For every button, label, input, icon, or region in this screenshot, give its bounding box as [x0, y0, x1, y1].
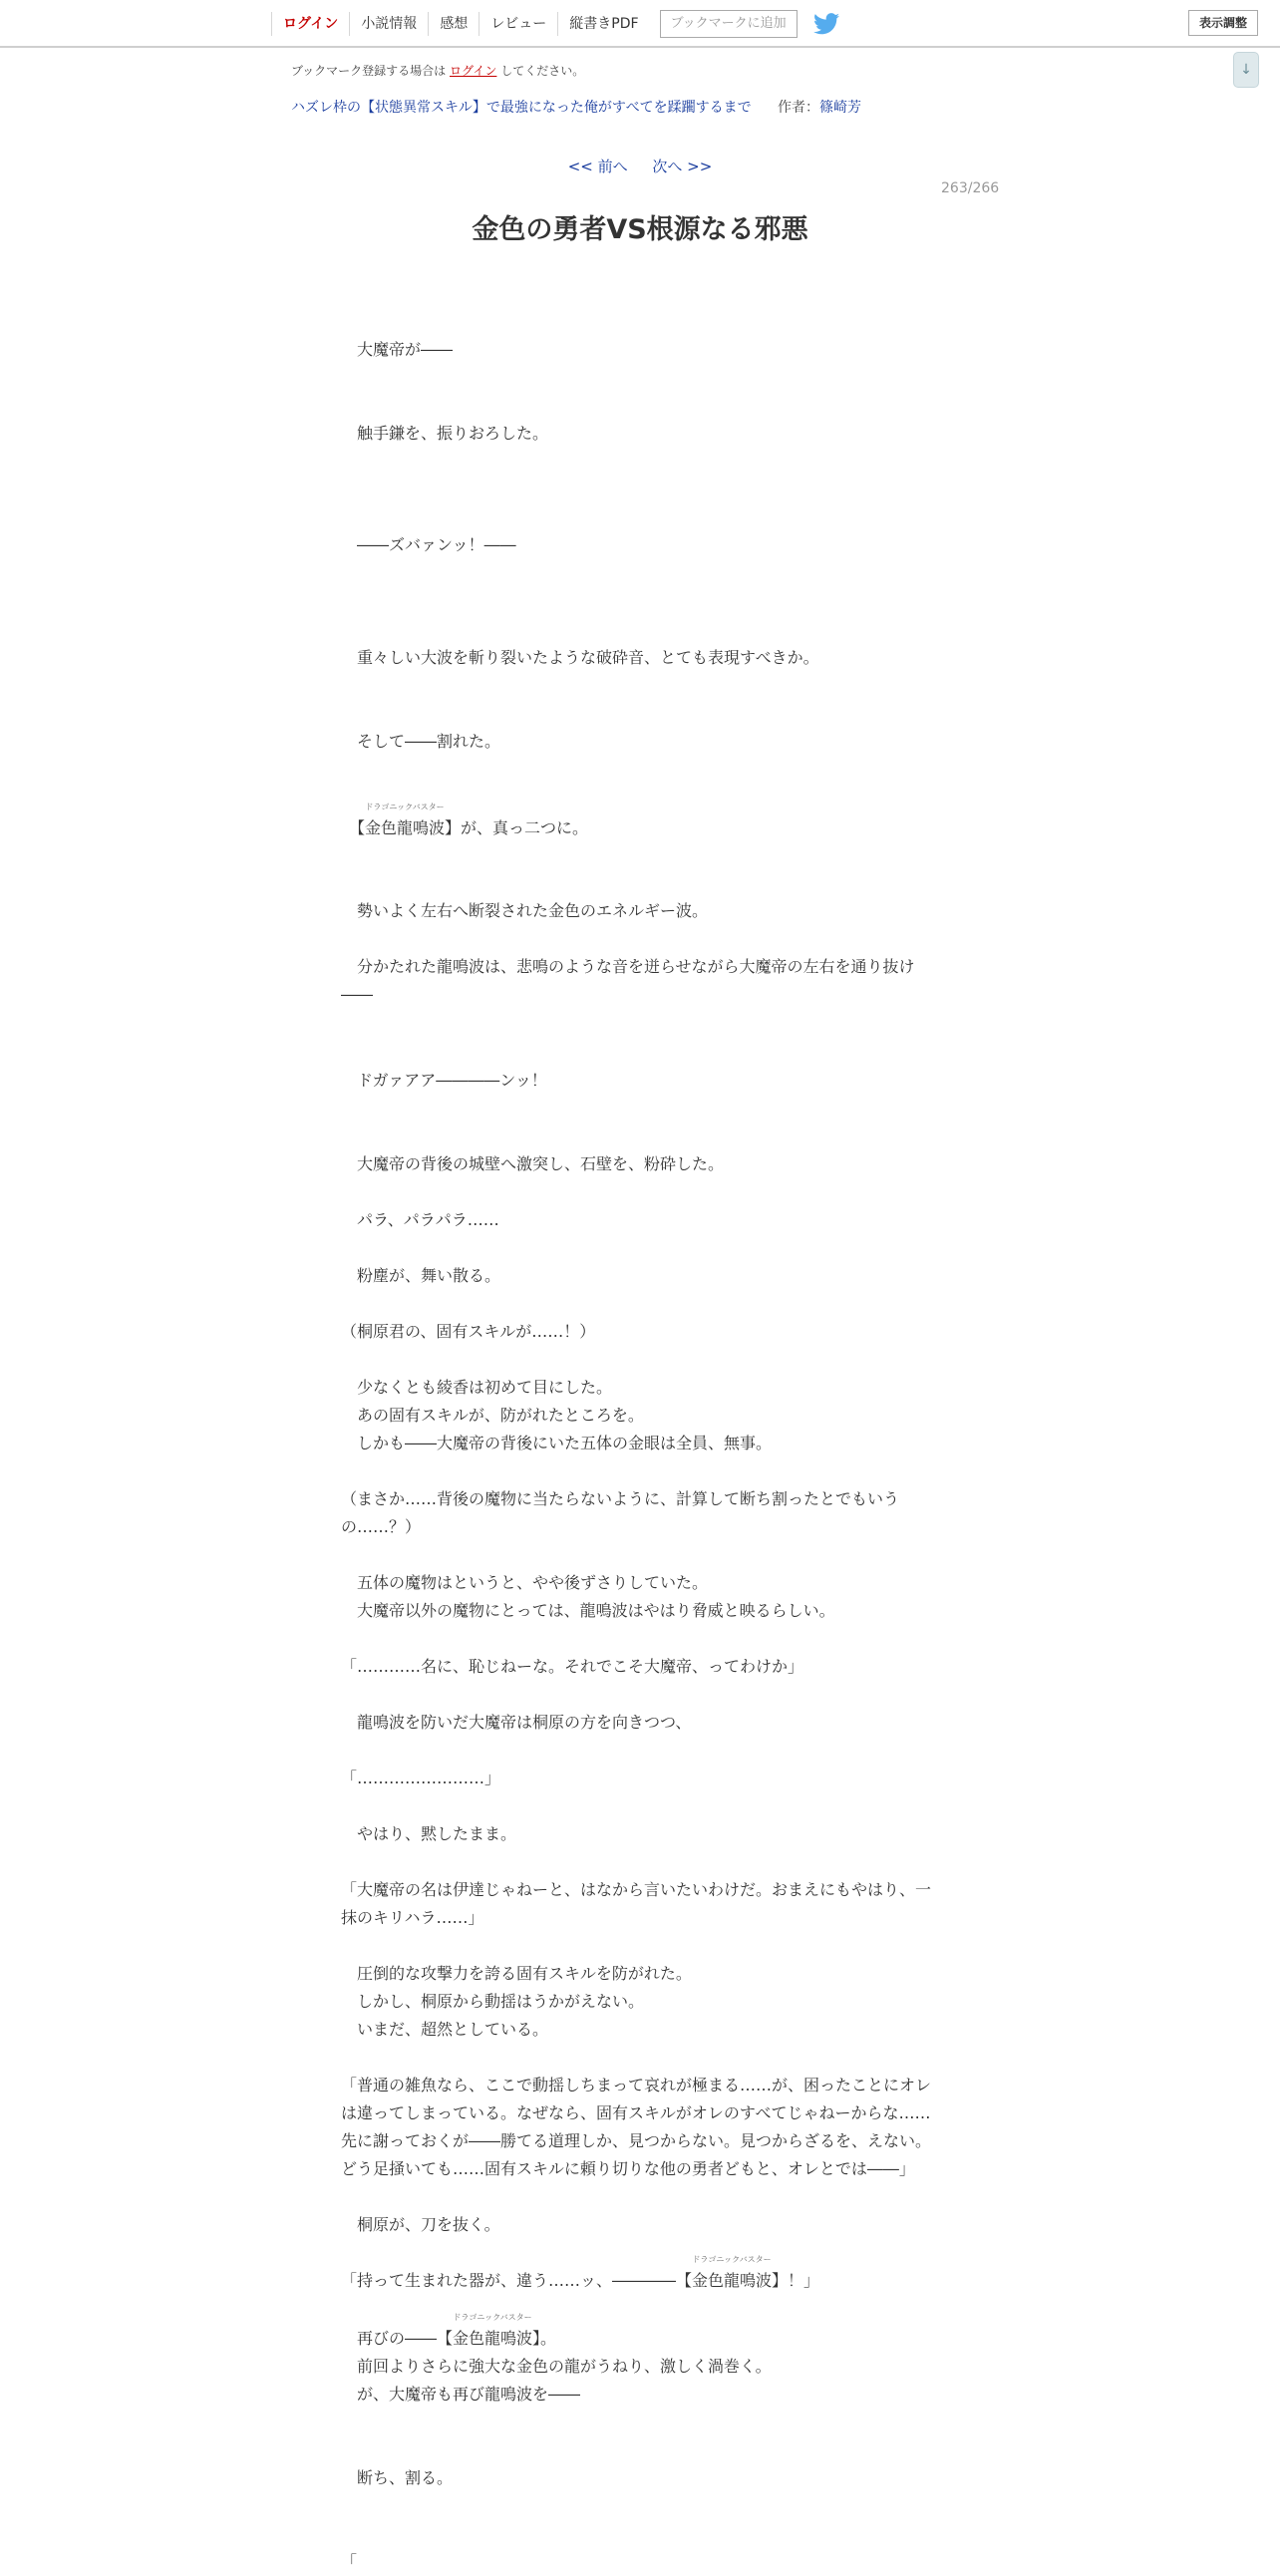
paragraph-text: 】！」: [772, 2271, 820, 2290]
ruby-annotation: ドラゴニックバスター: [692, 2255, 772, 2264]
body-paragraph: 大魔帝の背後の城壁へ激突し、石壁を、粉砕した。: [341, 1154, 725, 1173]
body-paragraph: 圧倒的な攻撃力を誇る固有スキルを防がれた。: [341, 1964, 692, 1983]
paragraph-text: 】。: [532, 2329, 557, 2348]
body-paragraph: いまだ、超然としている。: [341, 2020, 549, 2039]
body-paragraph: [341, 2255, 935, 2295]
body-paragraph: 龍鳴波を防いだ大魔帝は桐原の方を向きつつ、: [341, 1713, 692, 1732]
paragraph-text: 再びの――【: [341, 2329, 454, 2348]
review-link[interactable]: レビュー: [479, 12, 557, 36]
body-paragraph: 「……………………」: [341, 1769, 501, 1787]
paragraph-text: 「持って生まれた器が、違う……ッ、――――【: [341, 2271, 693, 2290]
prev-page-link[interactable]: << 前へ: [567, 158, 628, 175]
scroll-down-button[interactable]: ↓: [1233, 52, 1259, 88]
chapter-title: 金色の勇者VS根源なる邪悪: [472, 214, 808, 245]
novel-info-link[interactable]: 小説情報: [349, 12, 428, 36]
author-label: 作者：: [778, 100, 820, 116]
body-paragraph: 触手鎌を、振りおろした。: [341, 424, 549, 443]
ruby-annotation: ドラゴニックバスター: [453, 2313, 532, 2322]
notice-prefix: ブックマーク登録する場合は: [291, 64, 447, 78]
body-paragraph: やはり、黙したまま。: [341, 1824, 517, 1843]
ruby-word: [365, 803, 446, 842]
body-paragraph: しかし、桐原から動揺はうかがえない。: [341, 1992, 645, 2011]
display-settings-button[interactable]: 表示調整: [1188, 10, 1258, 36]
login-notice: [291, 62, 584, 79]
body-paragraph: 五体の魔物はというと、やや後ずさりしていた。: [341, 1573, 709, 1592]
body-paragraph: [341, 2313, 935, 2353]
impressions-link[interactable]: 感想: [428, 12, 479, 36]
body-paragraph: 分かたれた龍鳴波は、悲鳴のような音を迸らせながら大魔帝の左右を通り抜け――: [341, 957, 915, 1004]
ruby-base: 金色龍鳴波: [692, 2271, 773, 2290]
novel-title-link[interactable]: ハズレ枠の【状態異常スキル】で最強になった俺がすべてを蹂躙するまで: [291, 100, 752, 116]
body-paragraph: パラ、パラパラ……: [341, 1210, 499, 1229]
author-link[interactable]: 篠崎芳: [819, 100, 862, 116]
body-paragraph: 少なくとも綾香は初めて目にした。: [341, 1378, 613, 1397]
novel-header: [291, 97, 861, 117]
ruby-word: [692, 2255, 773, 2295]
ruby-base: 金色龍鳴波: [365, 818, 446, 837]
notice-login-link[interactable]: ログイン: [450, 64, 497, 78]
body-paragraph: が、大魔帝も再び龍鳴波を――: [341, 2385, 581, 2404]
top-navigation-bar: [0, 0, 1280, 48]
body-paragraph: 大魔帝以外の魔物にとっては、龍鳴波はやはり脅威と映るらしい。: [341, 1601, 835, 1620]
body-paragraph: 「大魔帝の名は伊達じゃねーと、はなから言いたいわけだ。おまえにもやはり、一抹のキリハラ……」: [341, 1880, 932, 1927]
login-link[interactable]: ログイン: [271, 12, 349, 36]
body-paragraph: 「: [341, 2552, 358, 2571]
ruby-word: [453, 2313, 533, 2353]
body-paragraph: （まさか……背後の魔物に当たらないように、計算して断ち割ったとでもいうの……？）: [341, 1489, 900, 1536]
body-paragraph: 「普通の雑魚なら、ここで動揺しちまって哀れが極まる……が、困ったことにオレは違ってしまっている。なぜなら、固有スキルがオレのすべてじゃねーからな……先に謝っておくが――勝てる道理しか、見つからない。見つからざるを、えない。どう足掻いても……固有スキルに頼り切りな他の勇者どもと、オレとでは――」: [341, 2076, 932, 2178]
notice-suffix: してください。: [500, 64, 585, 78]
ruby-annotation: ドラゴニックバスター: [365, 803, 445, 811]
body-paragraph: 「…………名に、恥じねーな。それでこそ大魔帝、ってわけか」: [341, 1657, 804, 1676]
body-paragraph: あの固有スキルが、防がれたところを。: [341, 1406, 644, 1425]
body-paragraph: 断ち、割る。: [341, 2468, 454, 2487]
body-paragraph: 粉塵が、舞い散る。: [341, 1266, 501, 1285]
body-paragraph: （桐原君の、固有スキルが……！）: [341, 1322, 596, 1341]
body-paragraph: そして――割れた。: [341, 732, 501, 751]
body-paragraph: 重々しい大波を斬り裂いたような破砕音、とても表現すべきか。: [341, 648, 819, 667]
nav-menu: [271, 12, 839, 36]
pager: [0, 156, 1280, 176]
vertical-pdf-link[interactable]: 縦書きPDF: [557, 12, 649, 36]
twitter-bird-icon[interactable]: [813, 13, 839, 35]
body-paragraph: 桐原が、刀を抜く。: [341, 2215, 500, 2234]
paragraph-text: 】が、真っ二つに。: [445, 818, 589, 837]
body-paragraph: ――ズバァンッ！――: [341, 535, 516, 554]
ruby-base: 金色龍鳴波: [453, 2329, 533, 2348]
body-paragraph: 前回よりさらに強大な金色の龍がうねり、激しく渦巻く。: [341, 2357, 772, 2376]
bookmark-add-button[interactable]: ブックマークに追加: [660, 10, 798, 38]
body-paragraph: しかも――大魔帝の背後にいた五体の金眼は全員、無事。: [341, 1434, 773, 1452]
page-number: 263/266: [941, 180, 1000, 196]
paragraph-text: 【: [341, 818, 366, 837]
body-paragraph: 勢いよく左右へ断裂された金色のエネルギー波。: [341, 901, 709, 920]
body-paragraph: 大魔帝が――: [341, 340, 454, 359]
body-paragraph: [341, 803, 935, 842]
body-paragraph: ドガァアア――――ンッ！: [341, 1071, 547, 1090]
next-page-link[interactable]: 次へ >>: [652, 158, 713, 175]
